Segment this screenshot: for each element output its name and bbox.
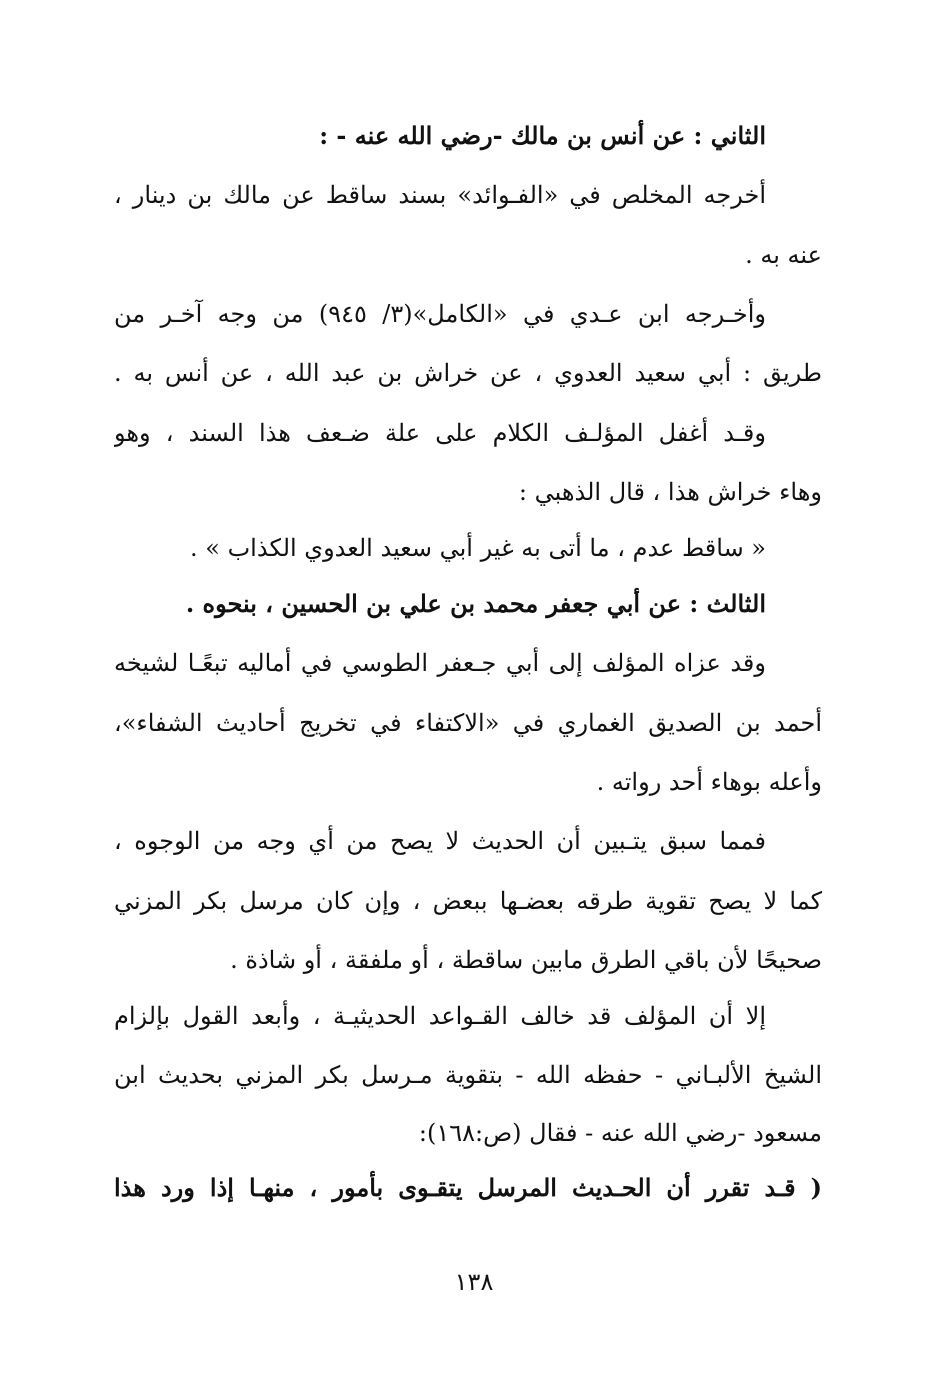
text-line: عنه به . bbox=[745, 241, 822, 269]
text-line: وقـد أغفل المؤلـف الكلام على علة ضـعف هذا السند ، وهو bbox=[114, 419, 766, 447]
section-heading-second: الثاني : عن أنس بن مالك -رضي الله عنه - : bbox=[319, 121, 766, 150]
text-line: وأخـرجه ابن عـدي في «الكامل»(٣/ ٩٤٥) من وجه آخـر من bbox=[114, 300, 766, 328]
text-line: كما لا يصح تقوية طرقه بعضـها ببعض ، وإن كان مرسل بكر المزني bbox=[114, 887, 822, 915]
text-line: أحمد بن الصديق الغماري في «الاكتفاء في تخريج أحاديث الشفاء»، bbox=[114, 709, 822, 737]
text-line: وأعله بوهاء أحد رواته . bbox=[596, 768, 822, 796]
text-line: وقد عزاه المؤلف إلى أبي جـعفر الطوسي في أماليه تبعًـا لشيخه bbox=[114, 649, 766, 677]
text-line: إلا أن المؤلف قد خالف القـواعد الحديثيـة ، وأبعد القول بإلزام bbox=[114, 1002, 766, 1030]
text-line: الشيخ الألبـاني - حفظه الله - بتقوية مـرسل بكر المزني بحديث ابن bbox=[114, 1061, 822, 1089]
text-line: فمما سبق يتـبين أن الحديث لا يصح من أي وجه من الوجوه ، bbox=[114, 827, 766, 855]
text-line: صحيحًا لأن باقي الطرق مابين ساقطة ، أو ملفقة ، أو شاذة . bbox=[230, 946, 822, 974]
section-heading-third: الثالث : عن أبي جعفر محمد بن علي بن الحسين ، بنحوه . bbox=[185, 589, 766, 618]
quote-line: « ساقط عدم ، ما أتى به غير أبي سعيد العدوي الكذاب » . bbox=[190, 534, 766, 562]
text-line: وهاء خراش هذا ، قال الذهبي : bbox=[518, 478, 822, 506]
page-number: ١٣٨ bbox=[454, 1268, 494, 1296]
text-line: أخرجه المخلص في «الفـوائد» بسند ساقط عن مالك بن دينار ، bbox=[114, 181, 766, 209]
quote-line: ( قـد تقرر أن الحـديث المرسل يتقـوى بأمور ، منهـا إذا ورد هذا bbox=[114, 1173, 822, 1202]
text-line: طريق : أبي سعيد العدوي ، عن خراش بن عبد الله ، عن أنس به . bbox=[114, 359, 822, 387]
text-line: مسعود -رضي الله عنه - فقال (ص:١٦٨): bbox=[418, 1119, 822, 1147]
